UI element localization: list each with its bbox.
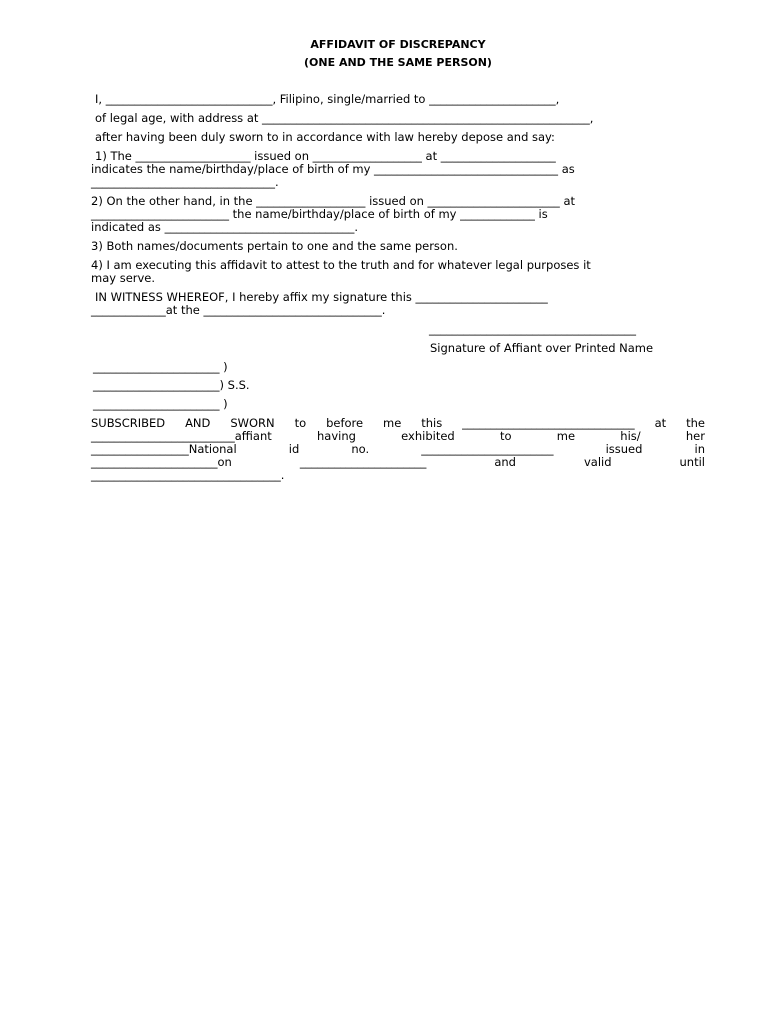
signature-line: ____________________________________ xyxy=(429,322,636,336)
intro-line-3: after having been duly sworn to in accordance with law hereby depose and say: xyxy=(95,130,555,144)
document-title: AFFIDAVIT OF DISCREPANCY xyxy=(310,38,486,51)
document-subtitle: (ONE AND THE SAME PERSON) xyxy=(304,56,492,69)
venue-line-3: ______________________ ) xyxy=(93,397,228,411)
para4-line-2: may serve. xyxy=(91,271,156,285)
jurat-line-3: _________________National id no. _______________________ issued in xyxy=(91,442,705,456)
para2-line-3: indicated as _________________________________. xyxy=(91,220,358,234)
intro-line-1: I, _____________________________, Filipino, single/married to ______________________, xyxy=(95,92,560,106)
jurat-line-2: _________________________affiant having exhibited to me his/ her xyxy=(91,429,705,443)
para1-line-1: 1) The ____________________ issued on ___________________ at ____________________ xyxy=(95,149,556,163)
jurat-line-5: _________________________________. xyxy=(91,468,285,482)
para1-line-2: indicates the name/birthday/place of birth of my ________________________________ as xyxy=(91,162,575,176)
intro-line-2: of legal age, with address at _________________________________________________________, xyxy=(95,111,594,125)
para2-line-1: 2) On the other hand, in the ___________________ issued on _______________________ at xyxy=(91,194,576,208)
para4-line-1: 4) I am executing this affidavit to attest to the truth and for whatever legal purposes it xyxy=(91,258,591,272)
venue-line-2: ______________________) S.S. xyxy=(93,378,250,392)
witness-line-1: IN WITNESS WHEREOF, I hereby affix my signature this _______________________ xyxy=(95,290,548,304)
signature-label: Signature of Affiant over Printed Name xyxy=(430,341,654,355)
witness-line-2: _____________at the _______________________________. xyxy=(91,303,386,317)
para1-line-3: ________________________________. xyxy=(91,175,279,189)
para3-line: 3) Both names/documents pertain to one and the same person. xyxy=(91,239,458,253)
para2-line-2: ________________________ the name/birthday/place of birth of my _____________ is xyxy=(91,207,548,221)
venue-line-1: ______________________ ) xyxy=(93,360,228,374)
jurat-line-4: ______________________on ______________________ and valid until xyxy=(91,455,705,469)
jurat-line-1: SUBSCRIBED AND SWORN to before me this ______________________________ at the xyxy=(91,416,705,430)
